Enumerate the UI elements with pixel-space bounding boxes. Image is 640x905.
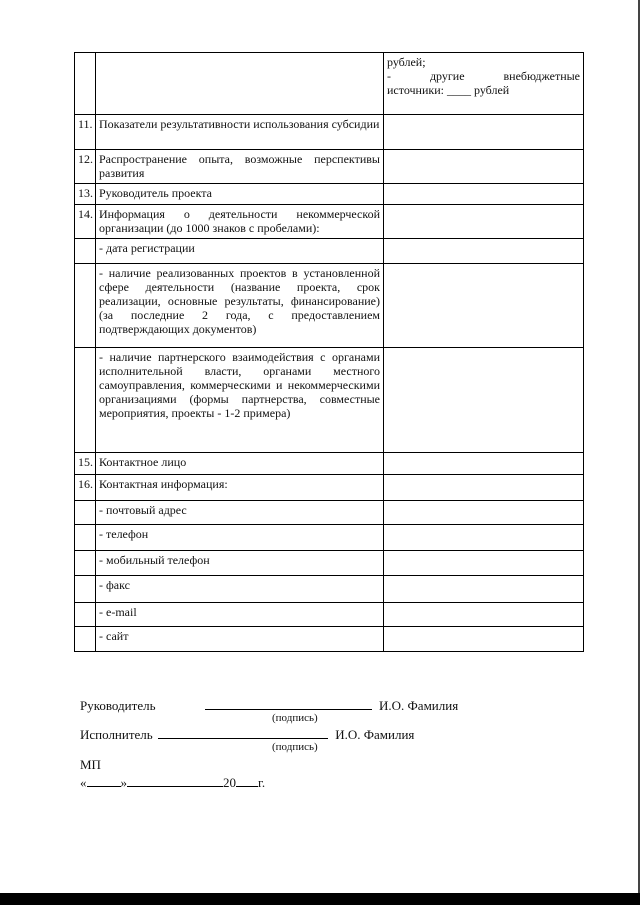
date-year-prefix: 20 xyxy=(223,775,236,790)
head-name: И.О. Фамилия xyxy=(379,698,459,713)
row-label: Руководитель проекта xyxy=(96,184,384,205)
row-label: Информация о деятельности некоммерческой организации (до 1000 знаков с пробелами): xyxy=(96,205,384,239)
table-row xyxy=(75,150,584,184)
row-number xyxy=(75,576,96,603)
head-signature-field[interactable] xyxy=(205,697,372,710)
row-label: - наличие реализованных проектов в установленной сфере деятельности (название проекта, срок реализации, основные результаты, финансирование) (за последние 2 года, с предоставлением подтверждающих документов) xyxy=(96,264,384,348)
table-row xyxy=(75,348,584,453)
row-number xyxy=(75,53,96,115)
row-label: Распространение опыта, возможные перспективы развития xyxy=(96,150,384,184)
date-open-quote: « xyxy=(80,775,87,790)
table-row xyxy=(75,239,584,264)
date-suffix: г. xyxy=(258,775,266,790)
row-number: 14. xyxy=(75,205,96,239)
row-number: 16. xyxy=(75,475,96,501)
row-label: - e-mail xyxy=(96,603,384,627)
row-value-field[interactable] xyxy=(384,627,584,652)
application-form-table xyxy=(74,52,584,652)
row-number: 12. xyxy=(75,150,96,184)
row-label xyxy=(96,53,384,115)
row-label: Контактная информация: xyxy=(96,475,384,501)
row-number xyxy=(75,348,96,453)
executor-signature-line xyxy=(80,726,414,743)
row-value-field[interactable] xyxy=(384,576,584,603)
row-value-field[interactable] xyxy=(384,53,584,115)
table-row xyxy=(75,551,584,576)
table-row xyxy=(75,475,584,501)
scan-edge-bottom xyxy=(0,893,640,905)
row-number xyxy=(75,501,96,525)
row-value-field[interactable] xyxy=(384,184,584,205)
head-label: Руководитель xyxy=(80,698,156,713)
table-row xyxy=(75,264,584,348)
executor-signature-hint: (подпись) xyxy=(272,741,318,753)
row-number xyxy=(75,264,96,348)
value-line: - другие внебюджетные xyxy=(387,69,580,83)
row-number xyxy=(75,525,96,551)
row-number: 15. xyxy=(75,453,96,475)
row-number: 13. xyxy=(75,184,96,205)
table-row xyxy=(75,603,584,627)
row-label: - мобильный телефон xyxy=(96,551,384,576)
row-value-field[interactable] xyxy=(384,264,584,348)
row-value-field[interactable] xyxy=(384,115,584,150)
row-label: - факс xyxy=(96,576,384,603)
row-number: 11. xyxy=(75,115,96,150)
row-number xyxy=(75,603,96,627)
executor-name: И.О. Фамилия xyxy=(335,727,415,742)
value-line: рублей; xyxy=(387,55,426,69)
row-label: - сайт xyxy=(96,627,384,652)
table-row xyxy=(75,453,584,475)
table-row xyxy=(75,501,584,525)
row-number xyxy=(75,551,96,576)
row-value-field[interactable] xyxy=(384,525,584,551)
table-row xyxy=(75,525,584,551)
row-value-field[interactable] xyxy=(384,501,584,525)
stamp-label: МП xyxy=(80,757,101,772)
row-number xyxy=(75,627,96,652)
row-label: Контактное лицо xyxy=(96,453,384,475)
row-label: - телефон xyxy=(96,525,384,551)
table-row xyxy=(75,627,584,652)
table-row xyxy=(75,184,584,205)
row-label: - почтовый адрес xyxy=(96,501,384,525)
table-row xyxy=(75,576,584,603)
row-value-field[interactable] xyxy=(384,205,584,239)
row-label: Показатели результативности использования субсидии xyxy=(96,115,384,150)
executor-label: Исполнитель xyxy=(80,727,153,742)
date-year-field[interactable] xyxy=(236,774,258,787)
date-close-quote: » xyxy=(120,775,127,790)
row-value-field[interactable] xyxy=(384,475,584,501)
executor-signature-field[interactable] xyxy=(158,726,328,739)
row-value-field[interactable] xyxy=(384,453,584,475)
row-value-field[interactable] xyxy=(384,239,584,264)
date-line xyxy=(80,774,265,791)
row-label: - дата регистрации xyxy=(96,239,384,264)
date-month-field[interactable] xyxy=(127,774,223,787)
head-signature-hint: (подпись) xyxy=(272,712,318,724)
row-label: - наличие партнерского взаимодействия с органами исполнительной власти, органами местного самоуправления, коммерческими и некоммерческими организациями (формы партнерства, совместные мероприятия, проекты - 1-2 примера) xyxy=(96,348,384,453)
row-number xyxy=(75,239,96,264)
head-signature-line xyxy=(80,697,458,714)
table-row xyxy=(75,115,584,150)
row-value-field[interactable] xyxy=(384,603,584,627)
table-row xyxy=(75,205,584,239)
row-value-field[interactable] xyxy=(384,150,584,184)
row-value-field[interactable] xyxy=(384,551,584,576)
date-day-field[interactable] xyxy=(87,774,121,787)
value-line: источники: ____ рублей xyxy=(387,83,510,97)
row-value-field[interactable] xyxy=(384,348,584,453)
table-row xyxy=(75,53,584,115)
